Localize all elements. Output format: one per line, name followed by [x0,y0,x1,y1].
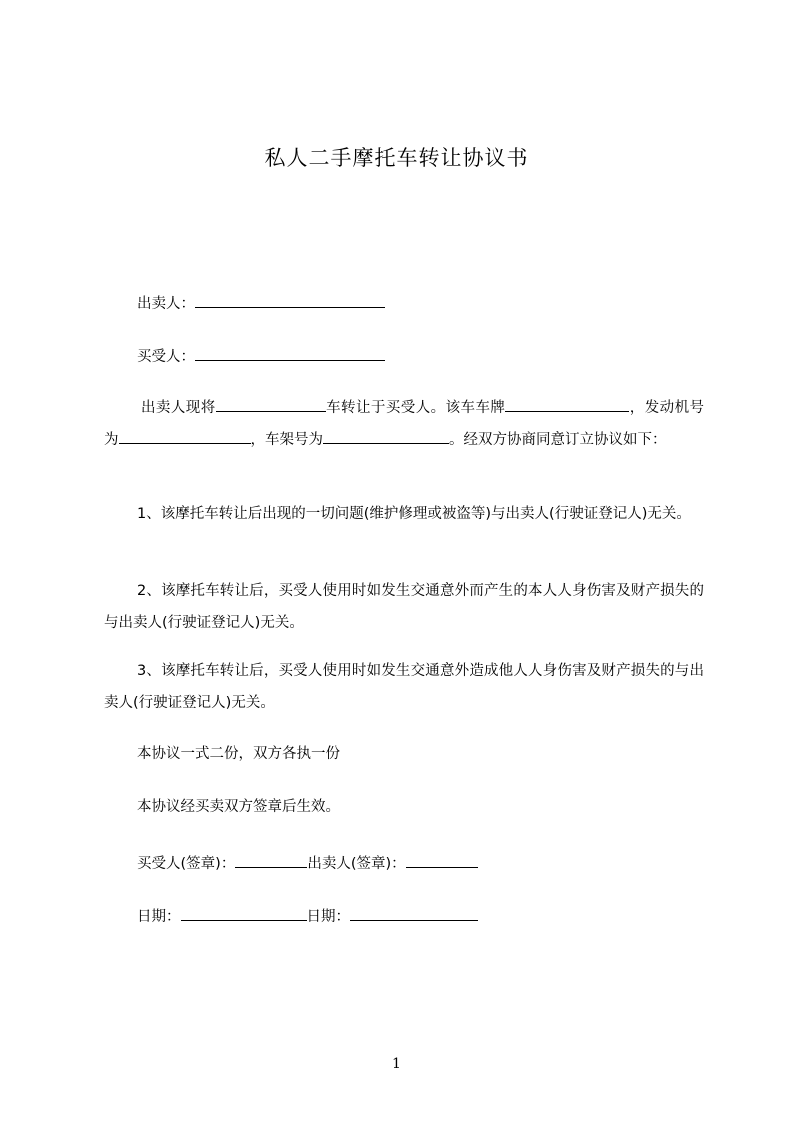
buyer-sign-label: 买受人(签章)： [137,856,236,872]
date-blank-2[interactable] [350,905,478,921]
page-number: 1 [392,1056,401,1072]
clause-1: 1、该摩托车转让后出现的一切问题(维护修理或被盗等)与出卖人(行驶证登记人)无关。 [137,506,691,522]
transfer-text-3: ，发动机号为 [104,400,705,448]
buyer-blank[interactable] [195,345,385,361]
vehicle-blank[interactable] [216,396,326,412]
date-blank-1[interactable] [181,905,307,921]
seller-sign-blank[interactable] [406,852,478,868]
seller-sign-label: 出卖人(签章)： [307,856,406,872]
copies-note: 本协议一式二份，双方各执一份 [137,746,340,762]
buyer-sign-blank[interactable] [235,852,307,868]
buyer-label: 买受人： [137,349,195,365]
transfer-text-5: 。经双方协商同意订立协议如下： [449,432,667,448]
seller-blank[interactable] [195,292,385,308]
plate-blank[interactable] [505,396,629,412]
document-title: 私人二手摩托车转让协议书 [264,146,529,170]
date-label-2: 日期： [306,909,350,925]
transfer-paragraph [104,392,704,456]
date-label-1: 日期： [137,909,181,925]
seller-label: 出卖人： [137,296,195,312]
transfer-text-4: ，车架号为 [250,432,323,448]
signature-line [137,852,478,874]
frame-number-blank[interactable] [323,428,449,444]
engine-number-blank[interactable] [119,428,251,444]
buyer-line [137,345,385,367]
seller-line [137,292,385,314]
clause-2: 2、该摩托车转让后，买受人使用时如发生交通意外而产生的本人人身伤害及财产损失的与出卖人(行驶证登记人)无关。 [104,583,704,631]
transfer-text-2: 车转让于买受人。该车车牌 [325,400,506,416]
transfer-text-1: 出卖人现将 [141,400,216,416]
effect-note: 本协议经买卖双方签章后生效。 [137,799,340,815]
clause-3: 3、该摩托车转让后，买受人使用时如发生交通意外造成他人人身伤害及财产损失的与出卖人(行驶证登记人)无关。 [104,663,704,711]
date-line [137,905,478,927]
